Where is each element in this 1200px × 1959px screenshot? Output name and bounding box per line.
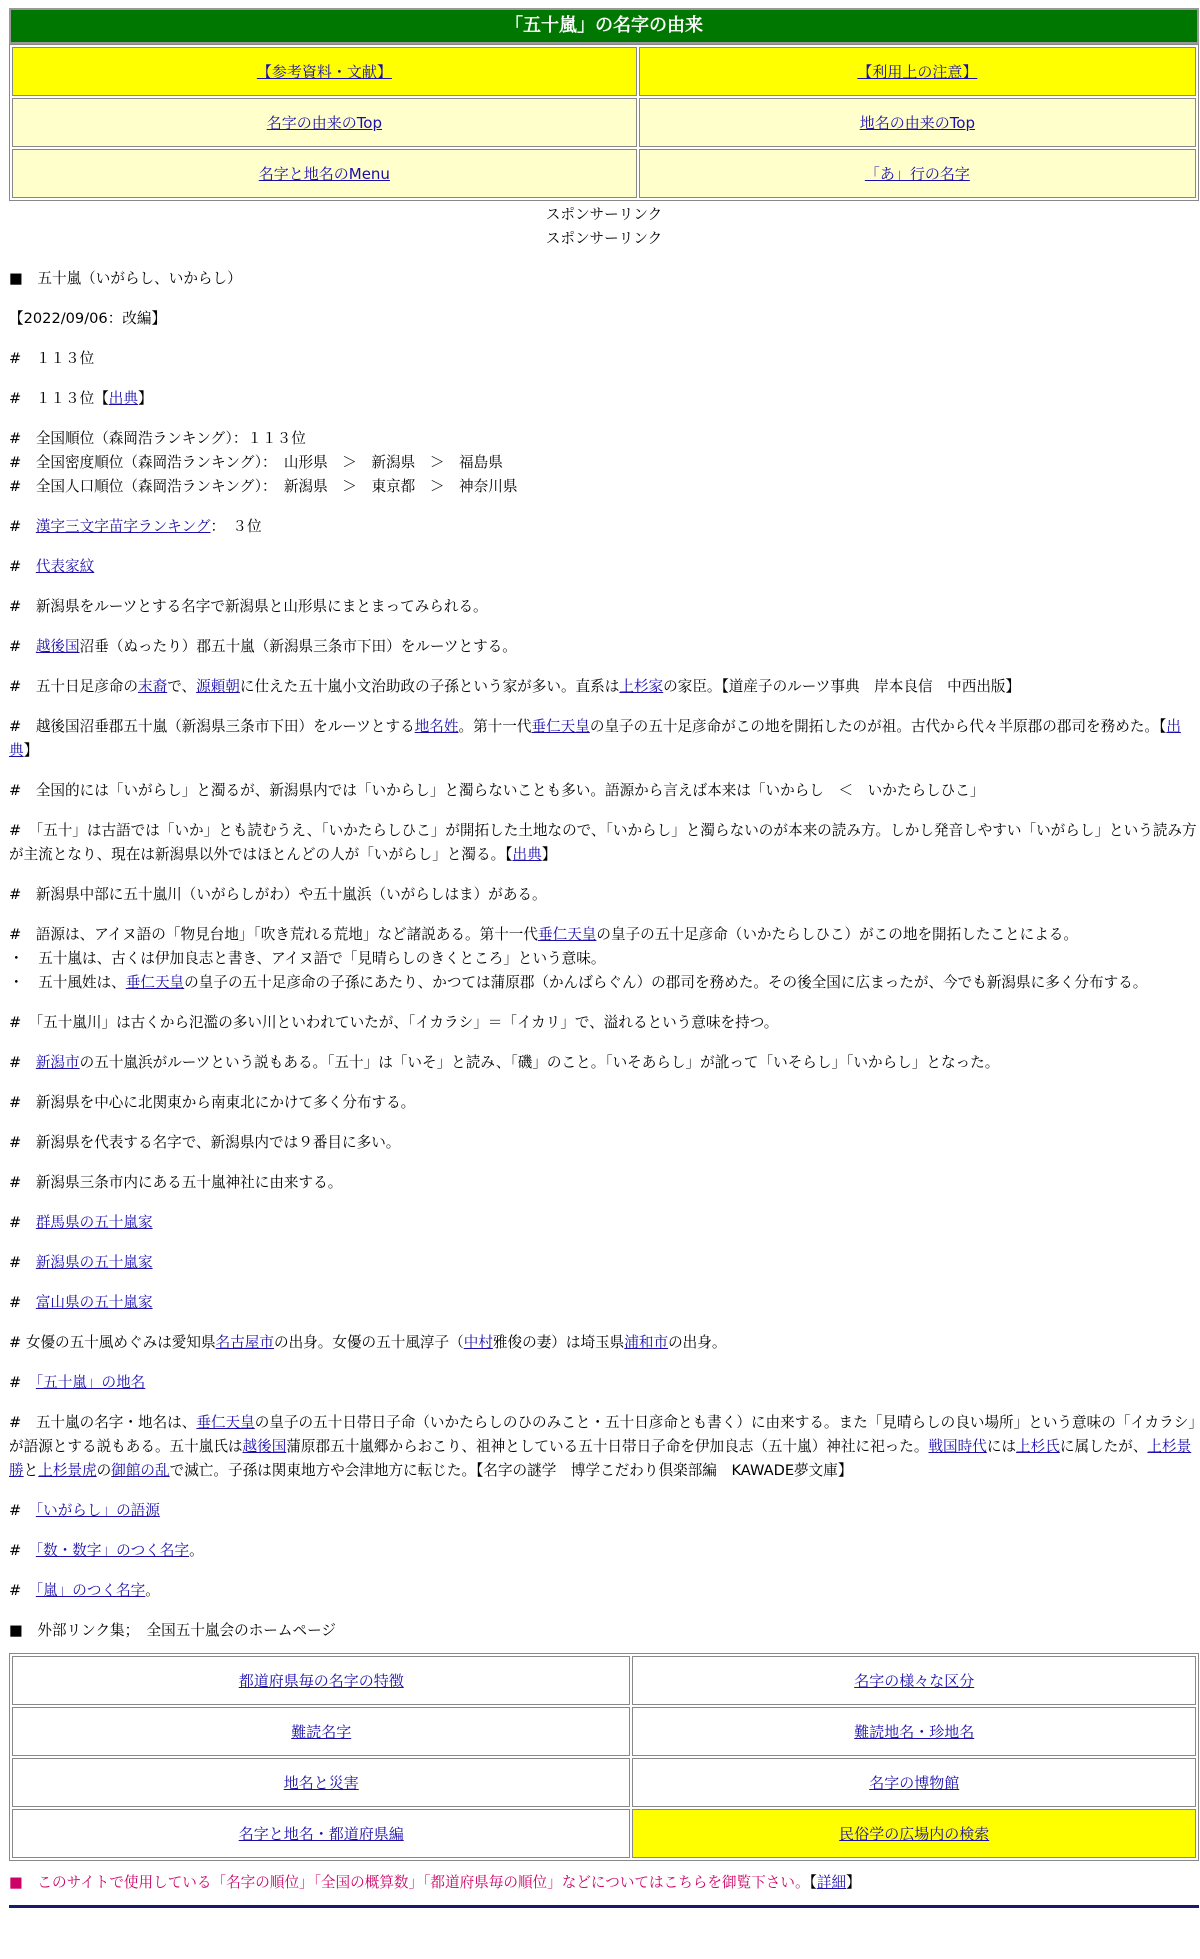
surname-heading: ■ 五十嵐（いがらし、いからし）: [9, 270, 242, 287]
yoritomo-link[interactable]: 源頼朝: [196, 678, 240, 695]
otate-link[interactable]: 御館の乱: [111, 1462, 170, 1479]
nav-link[interactable]: 名字と地名のMenu: [258, 164, 390, 183]
nav-link[interactable]: 名字と地名・都道府県編: [238, 1824, 404, 1843]
gunma-family-link[interactable]: 群馬県の五十嵐家: [35, 1214, 153, 1231]
nakamura-link[interactable]: 中村: [463, 1334, 493, 1351]
text: #: [9, 518, 36, 535]
page-title: 「五十嵐」の名字の由来: [9, 8, 1199, 44]
kagekatsu-link[interactable]: 上杉景勝: [9, 1438, 1192, 1479]
kamon-link[interactable]: 代表家紋: [35, 558, 95, 575]
nav-link[interactable]: 名字の博物館: [869, 1773, 960, 1792]
nav-cell: [632, 1809, 1196, 1858]
text: の皇子の五十足彦命がこの地を開拓したのが祖。古代から代々半原郡の郡司を務めた。【: [589, 718, 1167, 735]
rank-source-line: [9, 387, 1199, 411]
rank-detail: # 全国密度順位（森岡浩ランキング）： 山形県 ＞ 新潟県 ＞ 福島県: [9, 454, 503, 471]
text: の家臣。【道産子のルーツ事典 岸本良信 中西出版】: [663, 678, 1021, 695]
nav-cell: [12, 1809, 630, 1858]
text: の出身。女優の五十風淳子（: [273, 1334, 464, 1351]
kanji-ranking-link[interactable]: 漢字三文字苗字ランキング: [35, 518, 211, 535]
text: # 語源は、アイヌ語の「物見台地」「吹き荒れる荒地」など諸説ある。第十一代: [9, 926, 538, 943]
shrine-text: # 新潟県三条市内にある五十嵐神社に由来する。: [9, 1174, 343, 1191]
arashi-link[interactable]: 「嵐」のつく名字: [35, 1582, 146, 1599]
rank9-text: # 新潟県を代表する名字で、新潟県内では９番目に多い。: [9, 1134, 401, 1151]
nagoya-link[interactable]: 名古屋市: [215, 1334, 274, 1351]
suinin-link[interactable]: 垂仁天皇: [125, 974, 185, 991]
nav-cell: [12, 1707, 630, 1756]
ainu-line: ・ 五十嵐は、古くは伊加良志と書き、アイヌ語で「見晴らしのきくところ」という意味。: [9, 950, 606, 967]
sponsor-link-label: スポンサーリンク: [545, 230, 663, 247]
descendant-line: [9, 675, 1199, 699]
text: 【: [809, 1874, 817, 1891]
sponsor-area: [9, 203, 1199, 251]
rank-detail: # 全国人口順位（森岡浩ランキング）： 新潟県 ＞ 東京都 ＞ 神奈川県: [9, 478, 518, 495]
nav-link[interactable]: 民俗学の広場内の検索: [839, 1824, 990, 1843]
text: 雅俊の妻）は埼玉県: [492, 1334, 625, 1351]
ainu-line: [9, 971, 1199, 995]
niigata-city-link[interactable]: 新潟市: [35, 1054, 80, 1071]
distribution-text: # 新潟県を中心に北関東から南東北にかけて多く分布する。: [9, 1094, 416, 1111]
text: 。第十一代: [458, 718, 532, 735]
gogen-line: # 「いがらし」の語源: [9, 1502, 160, 1519]
nav-link[interactable]: 名字の由来のTop: [266, 113, 383, 132]
nav-link[interactable]: 地名の由来のTop: [859, 113, 976, 132]
nav-link[interactable]: 名字の様々な区分: [854, 1671, 975, 1690]
toyama-family-link[interactable]: 富山県の五十嵐家: [35, 1294, 153, 1311]
family-line: # 富山県の五十嵐家: [9, 1294, 153, 1311]
top-nav-table: [9, 44, 1199, 201]
text: #: [9, 558, 36, 575]
nav-cell: [639, 47, 1196, 96]
revision-date: 【2022/09/06：改編】: [9, 310, 167, 327]
nav-link[interactable]: 地名と災害: [283, 1773, 359, 1792]
text: 】: [23, 742, 39, 759]
sponsor-link-label: スポンサーリンク: [545, 206, 663, 223]
roots-text: # 新潟県をルーツとする名字で新潟県と山形県にまとまってみられる。: [9, 598, 488, 615]
matsuei-link[interactable]: 末裔: [137, 678, 168, 695]
nav-link[interactable]: 都道府県毎の名字の特徴: [238, 1671, 404, 1690]
text: の皇子の五十日帯日子命（いかたらしのひのみこと・五十日彦命とも書く）に由来する。また「見晴らしの良い場所」という意味の「イカラシ」が語源とする説もある。五十嵐氏は: [9, 1414, 1196, 1455]
text: の: [96, 1462, 112, 1479]
nav-cell: [12, 1758, 630, 1807]
nav-cell: [12, 149, 637, 198]
text: 】: [846, 1874, 861, 1891]
gogen-link[interactable]: 「いがらし」の語源: [35, 1502, 160, 1519]
text: #: [9, 1054, 36, 1071]
chimei-link-line: # 「五十嵐」の地名: [9, 1374, 146, 1391]
nav-cell: [632, 1758, 1196, 1807]
suinin-link[interactable]: 垂仁天皇: [538, 926, 597, 943]
arashi-line: # 「嵐」のつく名字。: [9, 1582, 160, 1599]
nav-link[interactable]: 「あ」行の名字: [864, 164, 970, 183]
nav-row: [12, 1707, 1196, 1756]
nav-cell: [639, 149, 1196, 198]
nav-cell: [632, 1707, 1196, 1756]
text: ： ３位: [210, 518, 262, 535]
nav-link[interactable]: 難読地名・珍地名: [854, 1722, 975, 1741]
text: 】: [138, 390, 153, 407]
actress-line: [9, 1331, 1199, 1355]
nav-link[interactable]: 【参考資料・文献】: [256, 62, 392, 81]
text: # 五十日足彦命の: [9, 678, 138, 695]
family-line: # 群馬県の五十嵐家: [9, 1214, 153, 1231]
bottom-nav-table: [9, 1653, 1199, 1861]
echigo-line: [9, 635, 1199, 659]
footer-note: ■ このサイトで使用している「名字の順位」「全国の概算数」「都道府県毎の順位」などについてはこちらを御覧下さい。: [9, 1874, 810, 1891]
source-link[interactable]: 出典: [108, 390, 138, 407]
nav-row: [12, 1656, 1196, 1705]
nazo-paragraph: [9, 1411, 1199, 1483]
footer-note-line: [9, 1871, 1199, 1895]
family-line: # 新潟県の五十嵐家: [9, 1254, 153, 1271]
suinin-link[interactable]: 垂仁天皇: [196, 1414, 255, 1431]
kagetora-link[interactable]: 上杉景虎: [38, 1462, 97, 1479]
suuji-link[interactable]: 「数・数字」のつく名字: [35, 1542, 190, 1559]
text: には: [986, 1438, 1017, 1455]
text: に仕えた五十嵐小文治助政の子孫という家が多い。直系は: [239, 678, 620, 695]
echigo-link[interactable]: 越後国: [35, 638, 80, 655]
nav-cell: [12, 1656, 630, 1705]
nav-row: [12, 1809, 1196, 1858]
niigata-line: [9, 1051, 1199, 1075]
text: # 越後国沼垂郡五十嵐（新潟県三条市下田）をルーツとする: [9, 718, 415, 735]
rank-detail: # 全国順位（森岡浩ランキング）：１１３位: [9, 430, 306, 447]
text: の出身。: [668, 1334, 727, 1351]
urawa-link[interactable]: 浦和市: [624, 1334, 669, 1351]
text: ・ 五十風姓は、: [9, 974, 126, 991]
nav-link[interactable]: 【利用上の注意】: [857, 62, 978, 81]
nav-link[interactable]: 難読名字: [291, 1722, 352, 1741]
bottom-rule: [9, 1905, 1199, 1908]
suuji-line: # 「数・数字」のつく名字。: [9, 1542, 204, 1559]
text: の五十嵐浜がルーツという説もある。「五十」は「いそ」と読み、「磯」のこと。「いそあらし」が訛って「いそらし」「いからし」となった。: [79, 1054, 1000, 1071]
text: の皇子の五十足彦命（いかたらしひこ）がこの地を開拓したことによる。: [596, 926, 1078, 943]
text: # 「五十」は古語では「いか」とも読むうえ、「いかたらしひこ」が開拓した土地なので、「いからし」と濁らないのが本来の読み方。しかし発音しやすい「いがらし」という読み方が主流となり、現在は新潟県以外ではほとんどの人が「いがらし」と濁る。【: [9, 822, 1197, 863]
text: で滅亡。子孫は関東地方や会津地方に転じた。【名字の謎学 博学こだわり倶楽部編 KAWADE夢文庫】: [169, 1462, 853, 1479]
text: # １１３位【: [9, 390, 109, 407]
echigo-link[interactable]: 越後国: [242, 1438, 287, 1455]
nav-cell: [639, 98, 1196, 147]
detail-link[interactable]: 詳細: [816, 1874, 847, 1891]
place-name-link[interactable]: 「五十嵐」の地名: [35, 1374, 146, 1391]
kanji-ranking-line: [9, 515, 1199, 539]
uesugi-clan-link[interactable]: 上杉氏: [1016, 1438, 1060, 1455]
text: 】: [541, 846, 557, 863]
nav-cell: [632, 1656, 1196, 1705]
source-link[interactable]: 出典: [512, 846, 542, 863]
text: 蒲原郡五十嵐郷からおこり、祖神としている五十日帯日子命を伊加良志（五十嵐）神社に祀った。: [286, 1438, 929, 1455]
text: と: [23, 1462, 39, 1479]
text: # 女優の五十風めぐみは愛知県: [9, 1334, 216, 1351]
nav-cell: [12, 47, 637, 96]
kamon-line: [9, 555, 1199, 579]
ainu-line: [9, 923, 1199, 947]
text: の皇子の五十足彦命の子孫にあたり、かつては蒲原郡（かんばらぐん）の郡司を務めた。その後全国に広まったが、今でも新潟県に多く分布する。: [184, 974, 1148, 991]
text: に属したが、: [1059, 1438, 1148, 1455]
uesugi-link[interactable]: 上杉家: [619, 678, 664, 695]
nav-row: [12, 98, 1196, 147]
sengoku-link[interactable]: 戦国時代: [928, 1438, 987, 1455]
rank-line: # １１３位: [9, 350, 95, 367]
nav-row: [12, 1758, 1196, 1807]
text: #: [9, 638, 36, 655]
nav-cell: [12, 98, 637, 147]
chimei-paragraph: [9, 715, 1199, 763]
nav-row: [12, 47, 1196, 96]
niigata-family-link[interactable]: 新潟県の五十嵐家: [35, 1254, 153, 1271]
text: # 五十嵐の名字・地名は、: [9, 1414, 197, 1431]
suinin-link[interactable]: 垂仁天皇: [531, 718, 590, 735]
river-text: # 新潟県中部に五十嵐川（いがらしがわ）や五十嵐浜（いがらしはま）がある。: [9, 886, 547, 903]
chimeisei-link[interactable]: 地名姓: [414, 718, 459, 735]
source-link[interactable]: 出典: [9, 718, 1181, 759]
nav-row: [12, 149, 1196, 198]
text: で、: [167, 678, 197, 695]
text: 沼垂（ぬったり）郡五十嵐（新潟県三条市下田）をルーツとする。: [79, 638, 517, 655]
ika-paragraph: [9, 819, 1199, 867]
external-links-heading: ■ 外部リンク集； 全国五十嵐会のホームページ: [9, 1622, 336, 1639]
ikarashi-text: # 「五十嵐川」は古くから氾濫の多い川といわれていたが、「イカラシ」＝「イカリ」で、溢れるという意味を持つ。: [9, 1014, 779, 1031]
nigori-text: # 全国的には「いがらし」と濁るが、新潟県内では「いからし」と濁らないことも多い。語源から言えば本来は「いからし ＜ いかたらしひこ」: [9, 782, 985, 799]
